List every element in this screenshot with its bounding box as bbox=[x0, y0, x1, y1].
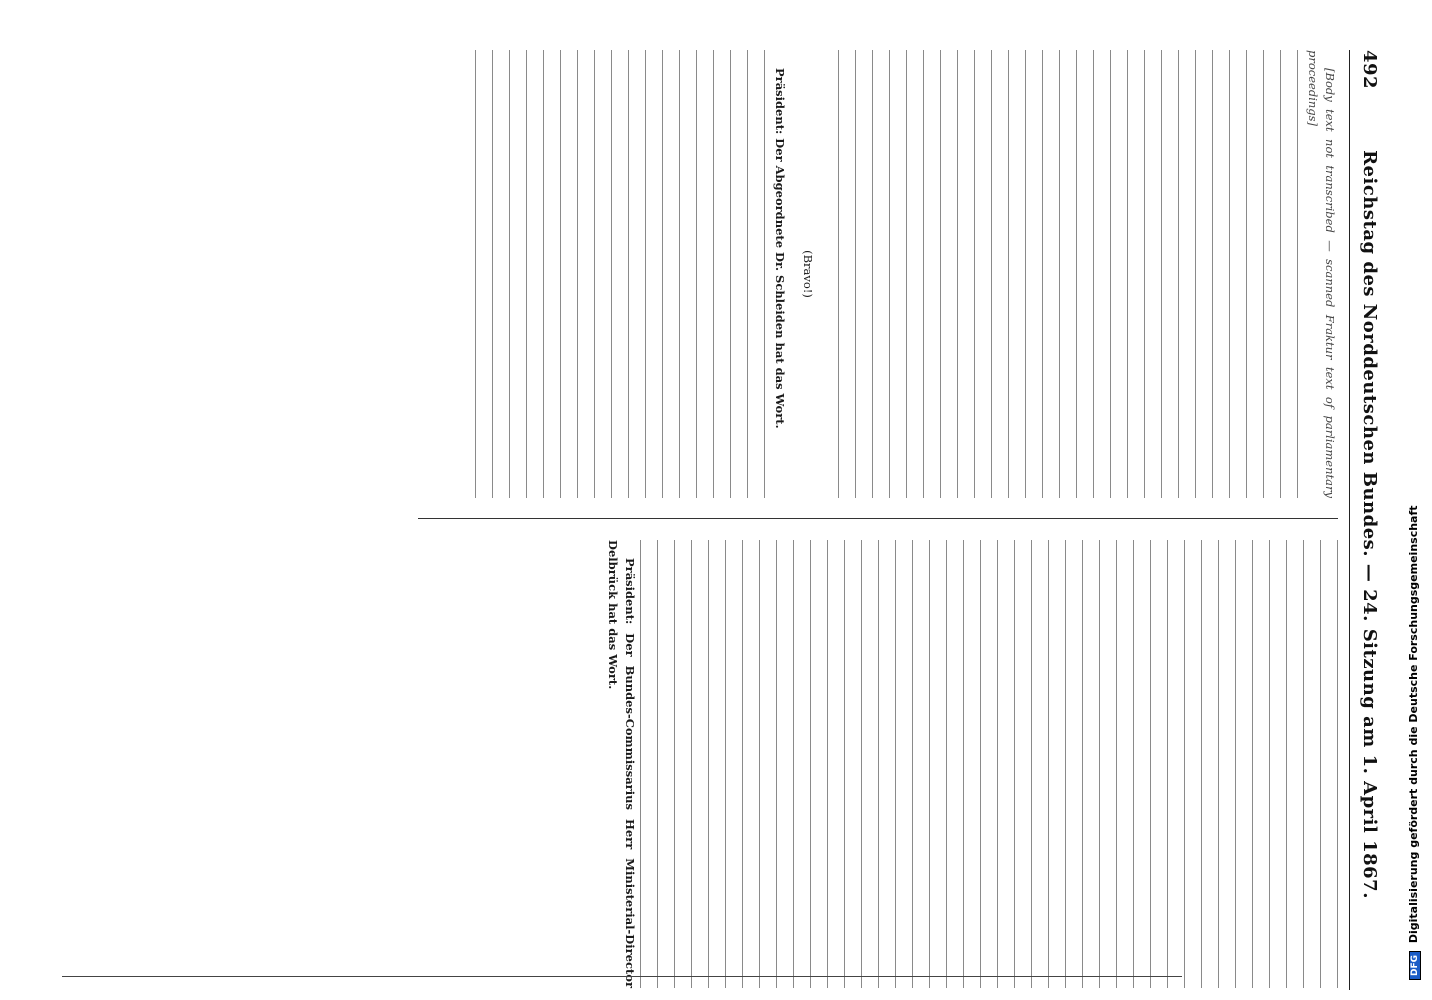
speaker-line-schleiden: Präsident: Der Abgeordnete Dr. Schleiden hat das Wort. bbox=[773, 68, 787, 429]
speaker-line-delbrueck: Präsident: Der Bundes-Commissarius Herr Ministerial-Director Delbrück hat das Wort. bbox=[606, 540, 637, 988]
funding-note bbox=[1407, 505, 1421, 980]
funding-note-text: Digitalisierung gefördert durch die Deutsche Forschungsgemeinschaft bbox=[1407, 505, 1420, 944]
text-lines-block bbox=[638, 540, 1338, 988]
column-divider bbox=[418, 518, 1338, 519]
text-lines-block bbox=[828, 50, 1298, 498]
footer-rule bbox=[62, 976, 1182, 977]
text-column-right bbox=[60, 540, 1338, 988]
text-lines-block bbox=[465, 50, 765, 498]
dfg-logo: DFG bbox=[1409, 951, 1421, 980]
page-header bbox=[1349, 50, 1390, 990]
body-text-placeholder: [Body text not transcribed — scanned Fraktur text of parliamentary proceedings] bbox=[1306, 50, 1337, 498]
page-title: Reichstag des Norddeutschen Bundes. — 24. Sitzung am 1. April 1867. bbox=[1359, 150, 1381, 899]
text-column-left bbox=[60, 50, 1338, 498]
page-number: 492 bbox=[1359, 50, 1381, 90]
page-content-rotated bbox=[60, 50, 1390, 990]
interjection-bravo: (Bravo!) bbox=[801, 250, 816, 298]
